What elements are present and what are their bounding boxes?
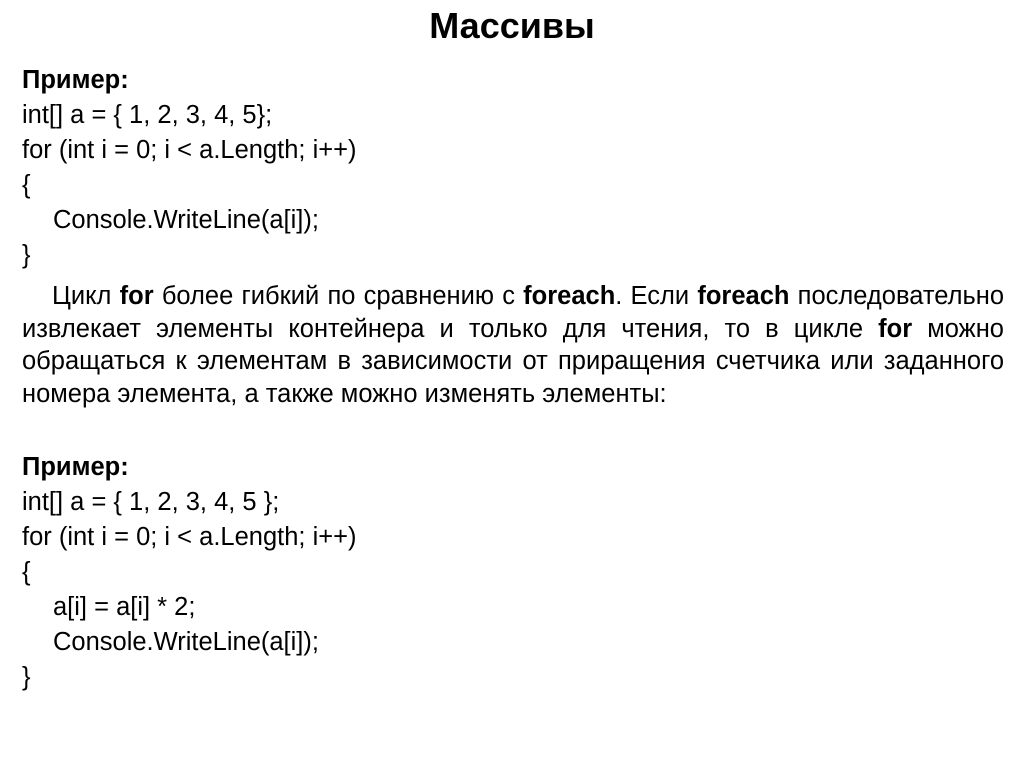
paragraph-text: последовательно извлекает элементы контейнера и только для чтения, то в цикле: [22, 282, 1004, 343]
keyword-for: for: [119, 282, 154, 310]
keyword-foreach: foreach: [697, 282, 790, 310]
code-line: Console.WriteLine(a[i]);: [53, 206, 319, 234]
paragraph-text: . Если: [615, 282, 698, 310]
code-line: {: [22, 171, 31, 199]
paragraph-text: Цикл: [52, 282, 120, 310]
code-line: for (int i = 0; i < a.Length; i++): [22, 523, 357, 551]
slide-title: Массивы: [429, 5, 595, 46]
explanation-paragraph: [22, 280, 1004, 410]
code-line: int[] a = { 1, 2, 3, 4, 5};: [22, 101, 273, 129]
code-line: }: [22, 241, 31, 269]
example-2: [22, 450, 1004, 695]
example-1: [22, 63, 1004, 273]
keyword-for: for: [878, 314, 913, 343]
example-1-heading: Пример:: [22, 66, 129, 94]
code-line: for (int i = 0; i < a.Length; i++): [22, 136, 357, 164]
paragraph-text: более гибкий по сравнению с: [153, 282, 524, 310]
keyword-foreach: foreach: [523, 282, 616, 310]
paragraph-text: можно обращаться к элементам в зависимости от приращения счетчика или заданного номера элемента, а также можно изменять элементы:: [22, 314, 1004, 408]
code-line: {: [22, 558, 31, 586]
example-2-heading: Пример:: [22, 453, 129, 481]
code-line: }: [22, 663, 31, 691]
code-line: int[] a = { 1, 2, 3, 4, 5 };: [22, 488, 280, 516]
code-line: a[i] = a[i] * 2;: [53, 593, 196, 621]
code-line: Console.WriteLine(a[i]);: [53, 628, 319, 656]
